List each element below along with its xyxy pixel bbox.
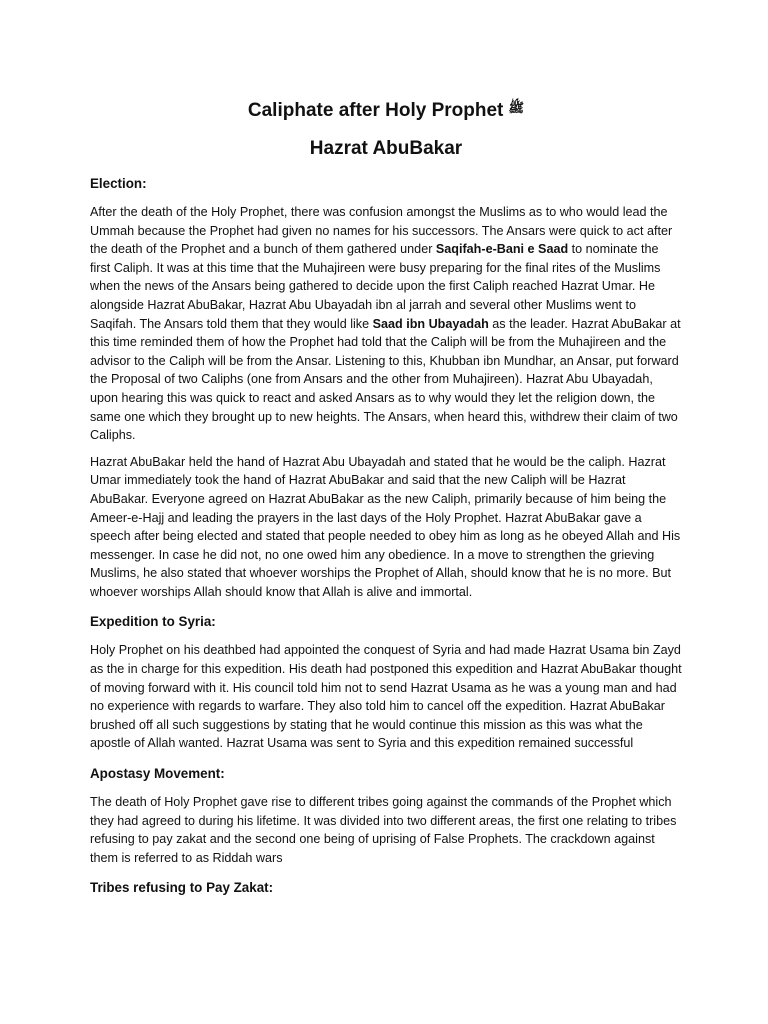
document-title-text: Caliphate after Holy Prophet bbox=[247, 100, 504, 121]
bold-term-saad: Saad ibn Ubayadah bbox=[372, 316, 489, 331]
paragraph-syria: Holy Prophet on his deathbed had appointed the conquest of Syria and had made Hazrat Usama bin Zayd as the in charge for this expedition. His death had postponed this expedition and Hazrat AbuBakar thought of moving forward with it. His council told him not to send Hazrat Usama as he was a young man and had no experience with regards to warfare. They also told him to cancel off the expedition. Hazrat AbuBakar brushed off all such suggestions by stating that he would continue this mission as this was what the apostle of Allah wanted. Hazrat Usama was sent to Syria and this expedition remained successful bbox=[90, 643, 682, 751]
heading-apostasy: Apostasy Movement: bbox=[90, 766, 225, 782]
paragraph-election-1 bbox=[90, 203, 682, 445]
paragraph-text: to nominate the first Caliph. It was at this time that the Muhajireen were busy preparing for the final rites of the Muslims when the news of the Ansars being gathered to decide upon the first Caliph reached Hazrat Umar. He alongside Hazrat AbuBakar, Hazrat Abu Ubayadah ibn al jarrah and several other Muslims went to Saqifah. The Ansars told them that they would like bbox=[90, 242, 661, 331]
bold-term-saqifah: Saqifah-e-Bani e Saad bbox=[435, 242, 569, 257]
paragraph-text: as the leader. Hazrat AbuBakar at this time reminded them of how the Prophet had told that the Caliph will be from the Muhajireen and the advisor to the Caliph will be from the Ansar. Listening to this, Khubban ibn Mundhar, an Ansar, put forward the Proposal of two Caliphs (one from Ansars and the other from Muhajireen). Hazrat Abu Ubayadah, upon hearing this was quick to react and asked Ansars as to why would they let the religion down, the same one which they brought up to new heights. The Ansars, when heard this, withdrew their claim of two Caliphs. bbox=[90, 316, 681, 443]
heading-expedition-syria: Expedition to Syria: bbox=[90, 614, 216, 630]
heading-election: Election: bbox=[90, 176, 147, 191]
heading-zakat: Tribes refusing to Pay Zakat: bbox=[90, 880, 274, 896]
paragraph-apostasy: The death of Holy Prophet gave rise to different tribes going against the commands of the Prophet which they had agreed to during his lifetime. It was divided into two different areas, the first one relating to tribes refusing to pay zakat and the second one being of uprising of False Prophets. The crackdown against them is referred to as Riddah wars bbox=[90, 795, 677, 865]
paragraph-election-2: Hazrat AbuBakar held the hand of Hazrat Abu Ubayadah and stated that he would be the caliph. Hazrat Umar immediately took the hand of Hazrat AbuBakar and said that the new Caliph will be Hazrat AbuBakar. Everyone agreed on Hazrat AbuBakar as the new Caliph, primarily because of him being the Ameer-e-Hajj and leading the prayers in the last days of the Holy Prophet. Hazrat AbuBakar gave a speech after being elected and stated that people needed to obey him as long as he obeyed Allah and His messenger. In case he did not, no one owed him any obedience. In a move to strengthen the grieving Muslims, he also stated that whoever worships the Prophet of Allah, should know that he is no more. But whoever worships Allah should know that Allah is alive and immortal. bbox=[90, 454, 681, 599]
paragraph-text: After the death of the Holy Prophet, there was confusion amongst the Muslims as to who would lead the Ummah because the Prophet had given no names for his successors. The Ansars were quick to act after the death of the Prophet and a bunch of them gathered under bbox=[90, 205, 673, 257]
honorific-glyph: ﷺ bbox=[508, 100, 525, 115]
document-title bbox=[90, 96, 682, 123]
document-subtitle: Hazrat AbuBakar bbox=[309, 138, 463, 159]
